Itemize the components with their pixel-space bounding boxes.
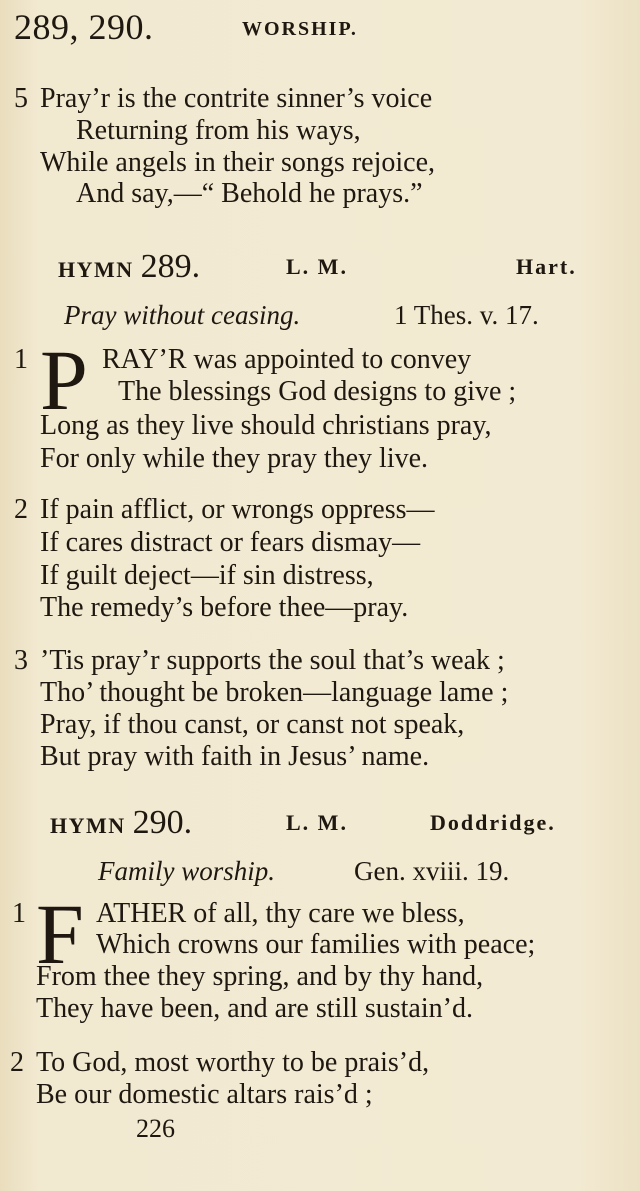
verse-line: Tho’ thought be broken—language lame ; [40,677,509,708]
verse-line: If cares distract or fears dismay— [40,527,421,558]
stanza-number: 2 [14,494,28,525]
hymn-number: 290. [132,804,193,841]
stanza-number: 1 [14,344,28,375]
verse-line: They have been, and are still sustain’d. [36,993,473,1024]
drop-cap: P [40,332,88,428]
hymn-author: Doddridge. [430,810,556,835]
verse-line: If pain afflict, or wrongs oppress— [40,494,435,525]
verse-line: For only while they pray they live. [40,443,429,474]
verse-line: Be our domestic altars rais’d ; [36,1079,373,1110]
hymn-subtitle-text: Family worship. [98,856,276,886]
hymn-label: HYMN [58,257,134,282]
hymn-author: Hart. [516,254,577,279]
verse-line: While angels in their songs rejoice, [40,147,435,178]
verse-line: RAY’R was appointed to convey [102,344,472,375]
running-header-title: WORSHIP. [242,18,358,40]
hymn-heading [50,804,192,842]
verse-line: The remedy’s before thee—pray. [40,592,409,623]
verse-line: Pray’r is the contrite sinner’s voice [40,83,433,114]
hymn-subtitle [98,856,275,887]
verse-line: And say,—“ Behold he prays.” [76,178,423,209]
hymn-subtitle-text: Pray without ceasing. [64,300,301,330]
page-number: 226 [136,1114,175,1143]
hymn-number: 289. [140,248,201,285]
verse-line: But pray with faith in Jesus’ name. [40,741,430,772]
stanza-number: 3 [14,645,28,676]
stanza-number: 5 [14,83,28,114]
scripture-reference: Gen. xviii. 19. [354,856,510,886]
verse-line: Pray, if thou canst, or canst not speak, [40,709,465,740]
hymn-label: HYMN [50,813,126,838]
verse-line: Returning from his ways, [76,115,361,146]
running-header-hymn-numbers: 289, 290. [14,7,154,47]
hymn-subtitle [64,300,300,331]
verse-line: To God, most worthy to be prais’d, [36,1047,430,1078]
verse-line: If guilt deject—if sin distress, [40,560,374,591]
hymn-heading [58,248,200,286]
stanza-number: 1 [12,898,26,929]
hymn-meter: L. M. [286,254,348,279]
verse-line: ATHER of all, thy care we bless, [96,898,465,929]
stanza-number: 2 [10,1047,24,1078]
verse-line: Which crowns our families with peace; [96,929,536,960]
hymn-meter: L. M. [286,810,348,835]
verse-line: From thee they spring, and by thy hand, [36,961,484,992]
verse-line: ’Tis pray’r supports the soul that’s weak ; [40,645,505,676]
verse-line: Long as they live should christians pray, [40,410,492,441]
drop-cap: F [36,886,84,982]
verse-line: The blessings God designs to give ; [118,376,517,407]
scripture-reference: 1 Thes. v. 17. [394,300,539,330]
